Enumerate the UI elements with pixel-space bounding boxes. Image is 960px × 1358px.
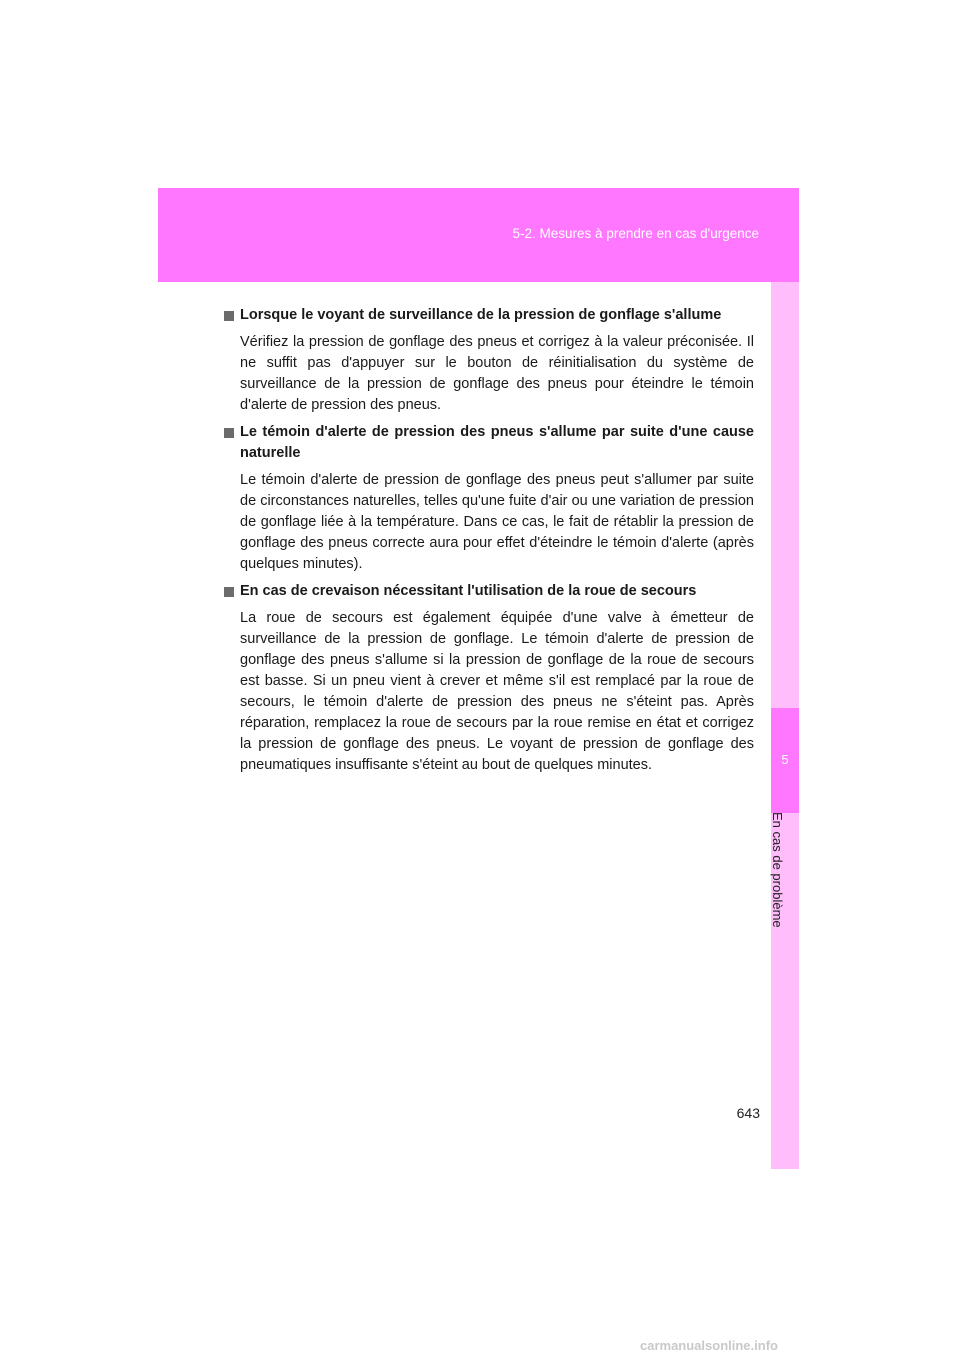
section-heading-text: Le témoin d'alerte de pression des pneus s'allume par suite d'une cause naturelle [240, 424, 754, 461]
chapter-sidebar [771, 282, 799, 1169]
section-roue-secours [224, 581, 754, 776]
chapter-tab [771, 708, 799, 813]
chapter-label: En cas de problème [770, 812, 785, 928]
section-heading [224, 305, 754, 326]
chapter-number: 5 [781, 752, 789, 767]
section-heading [224, 422, 754, 464]
header-band [158, 188, 799, 282]
page-content [224, 305, 754, 782]
section-body: La roue de secours est également équipée d'une valve à émetteur de surveillance de la pression de gonflage. Le témoin d'alerte de pression de gonflage des pneus s'allume si la pression de gonflage de la roue de secours est basse. Si un pneu vient à crever et même s'il est remplacé par la roue de secours, le témoin d'alerte de pression des pneus ne s'éteint pas. Après réparation, remplacez la roue de secours par la roue remise en état et corrigez la pression de gonflage des pneus. Le voyant de pression de gonflage des pneumatiques insuffisante s'éteint au bout de quelques minutes. [240, 610, 754, 773]
section-heading [224, 581, 754, 602]
page-number: 643 [736, 1105, 760, 1121]
section-body: Vérifiez la pression de gonflage des pneus et corrigez à la valeur préconisée. Il ne suffit pas d'appuyer sur le bouton de réinitialisation du système de surveillance de la pression de gonflage des pneus pour éteindre le témoin d'alerte de pression des pneus. [240, 334, 754, 413]
section-cause-naturelle [224, 422, 754, 575]
square-bullet-icon [224, 587, 234, 597]
section-heading-text: En cas de crevaison nécessitant l'utilisation de la roue de secours [240, 583, 697, 599]
section-heading-text: Lorsque le voyant de surveillance de la pression de gonflage s'allume [240, 307, 722, 323]
section-voyant-allume [224, 305, 754, 416]
section-title: 5-2. Mesures à prendre en cas d'urgence [512, 226, 759, 241]
watermark[interactable]: carmanualsonline.info [640, 1338, 778, 1353]
section-body: Le témoin d'alerte de pression de gonflage des pneus peut s'allumer par suite de circonstances naturelles, telles qu'une fuite d'air ou une variation de pression de gonflage liée à la température. Dans ce cas, le fait de rétablir la pression de gonflage des pneus correcte aura pour effet d'éteindre le témoin d'alerte (après quelques minutes). [240, 472, 754, 572]
square-bullet-icon [224, 428, 234, 438]
square-bullet-icon [224, 311, 234, 321]
